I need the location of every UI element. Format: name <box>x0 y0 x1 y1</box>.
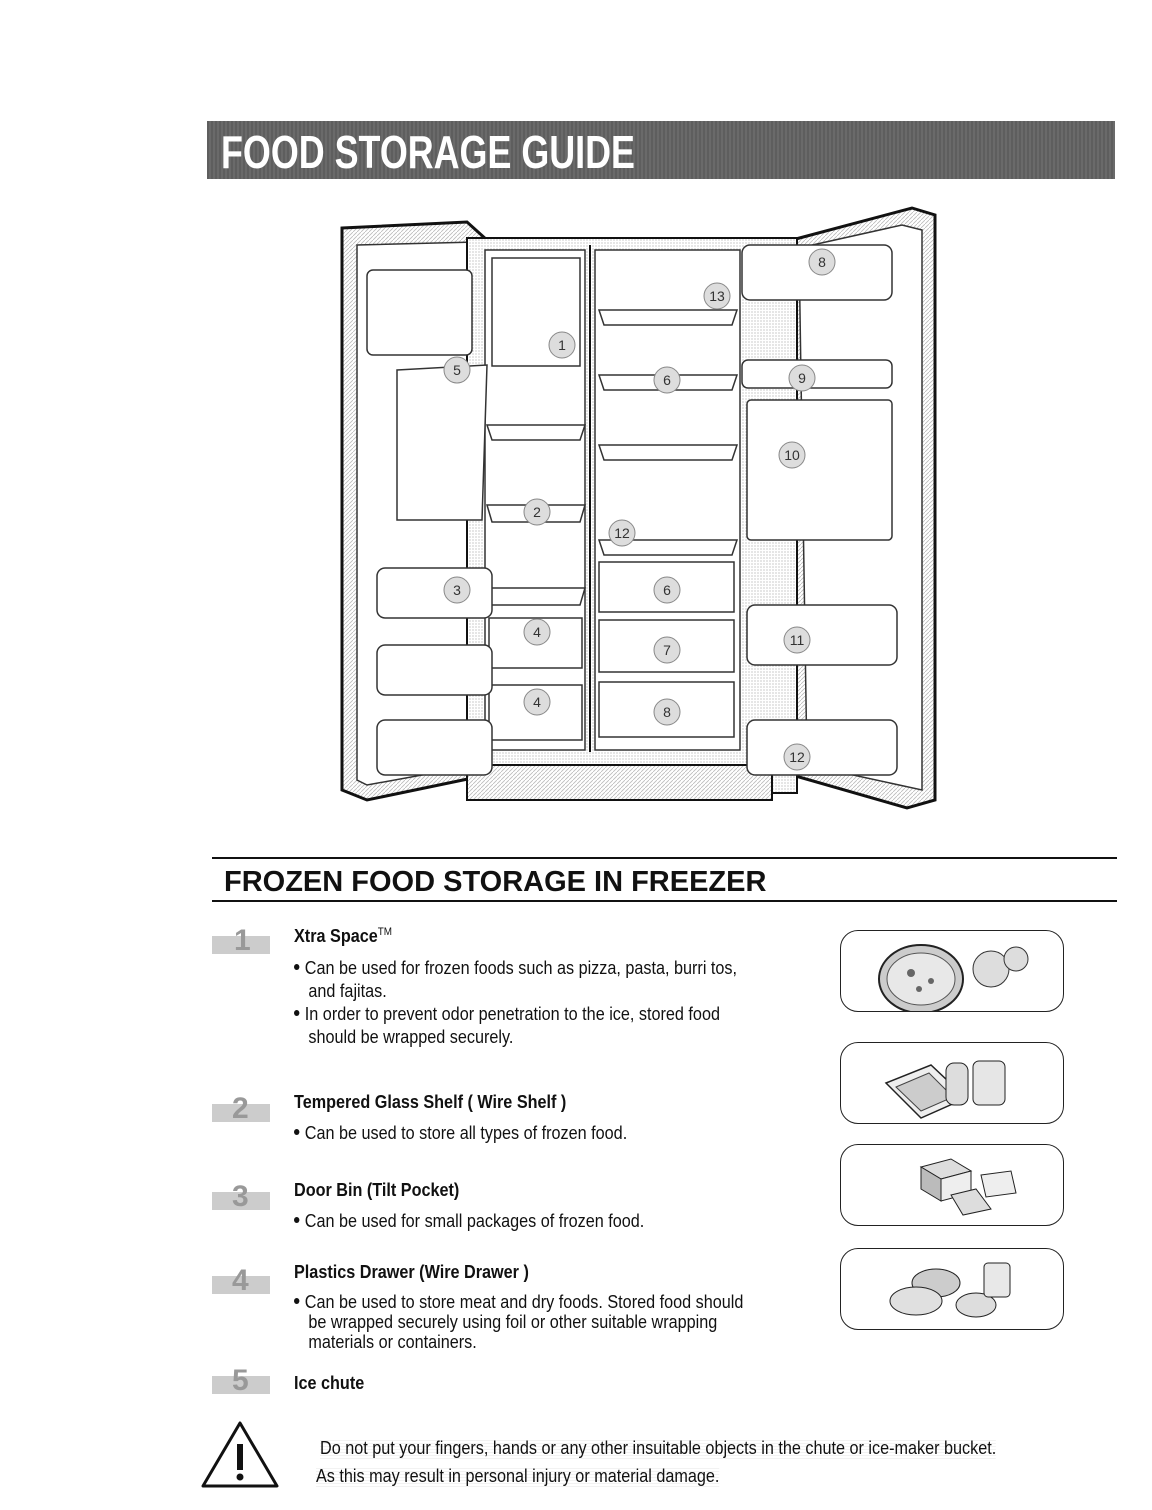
item-number-badge <box>212 1178 270 1210</box>
fridge-callout-number: 6 <box>663 372 671 388</box>
fridge-callout-number: 13 <box>709 288 725 304</box>
item-number: 3 <box>232 1180 249 1210</box>
item-title: Plastics Drawer (Wire Drawer ) <box>294 1262 529 1282</box>
item-title: Door Bin (Tilt Pocket) <box>294 1180 460 1200</box>
item-number: 2 <box>232 1092 249 1122</box>
item-number: 5 <box>232 1364 249 1394</box>
frozen-packages-icon <box>840 1144 1064 1226</box>
fridge-callout-number: 9 <box>798 370 806 386</box>
section-bottom-rule <box>212 900 1117 902</box>
section-heading: FROZEN FOOD STORAGE IN FREEZER <box>224 866 767 898</box>
item-number-badge <box>212 1090 270 1122</box>
meat-tray-icon <box>840 1248 1064 1330</box>
pizza-icon <box>840 930 1064 1012</box>
fridge-callout-number: 7 <box>663 642 671 658</box>
item-number-badge <box>212 1362 270 1394</box>
item-description: Can be used to store meat and dry foods. Stored food should be wrapped securely using foil or other suitable wrapping materials or containers. <box>294 1292 743 1352</box>
item-number-badge <box>212 1262 270 1294</box>
item-title: Xtra Space™ <box>294 926 393 946</box>
wrapped-food-icon <box>840 1042 1064 1124</box>
fridge-callout-number: 12 <box>789 749 805 765</box>
item-title: Tempered Glass Shelf ( Wire Shelf ) <box>294 1092 567 1112</box>
warning-text-line: Do not put your fingers, hands or any other insuitable objects in the chute or ice-maker bucket. <box>320 1438 997 1458</box>
fridge-callout-number: 3 <box>453 582 461 598</box>
fridge-callout-number: 4 <box>533 624 541 640</box>
title-banner <box>207 121 1115 179</box>
warning-triangle-icon <box>200 1420 280 1492</box>
item-title: Ice chute <box>294 1373 365 1393</box>
item-description: Can be used for small packages of frozen food. <box>294 1210 644 1233</box>
item-number: 4 <box>232 1264 249 1294</box>
fridge-callout-number: 6 <box>663 582 671 598</box>
fridge-callout-number: 8 <box>663 704 671 720</box>
fridge-callout-number: 4 <box>533 694 541 710</box>
item-description: Can be used for frozen foods such as pizza, pasta, burri tos, and fajitas. In order to prevent odor penetration to the ice, stored food should be wrapped securely. <box>294 957 737 1049</box>
fridge-callout-number: 12 <box>614 525 630 541</box>
item-description: Can be used to store all types of frozen food. <box>294 1122 627 1145</box>
fridge-callout-number: 2 <box>533 504 541 520</box>
fridge-callout-number: 8 <box>818 254 826 270</box>
fridge-callout-number: 5 <box>453 362 461 378</box>
refrigerator-illustration <box>337 200 939 810</box>
page-title: FOOD STORAGE GUIDE <box>221 126 635 178</box>
fridge-callout-number: 10 <box>784 447 800 463</box>
item-number: 1 <box>234 924 251 954</box>
warning-text-line: As this may result in personal injury or material damage. <box>316 1466 720 1486</box>
section-top-rule <box>212 857 1117 859</box>
fridge-callout-number: 11 <box>789 632 805 648</box>
item-number-badge <box>212 922 270 954</box>
fridge-callout-number: 1 <box>558 337 566 353</box>
